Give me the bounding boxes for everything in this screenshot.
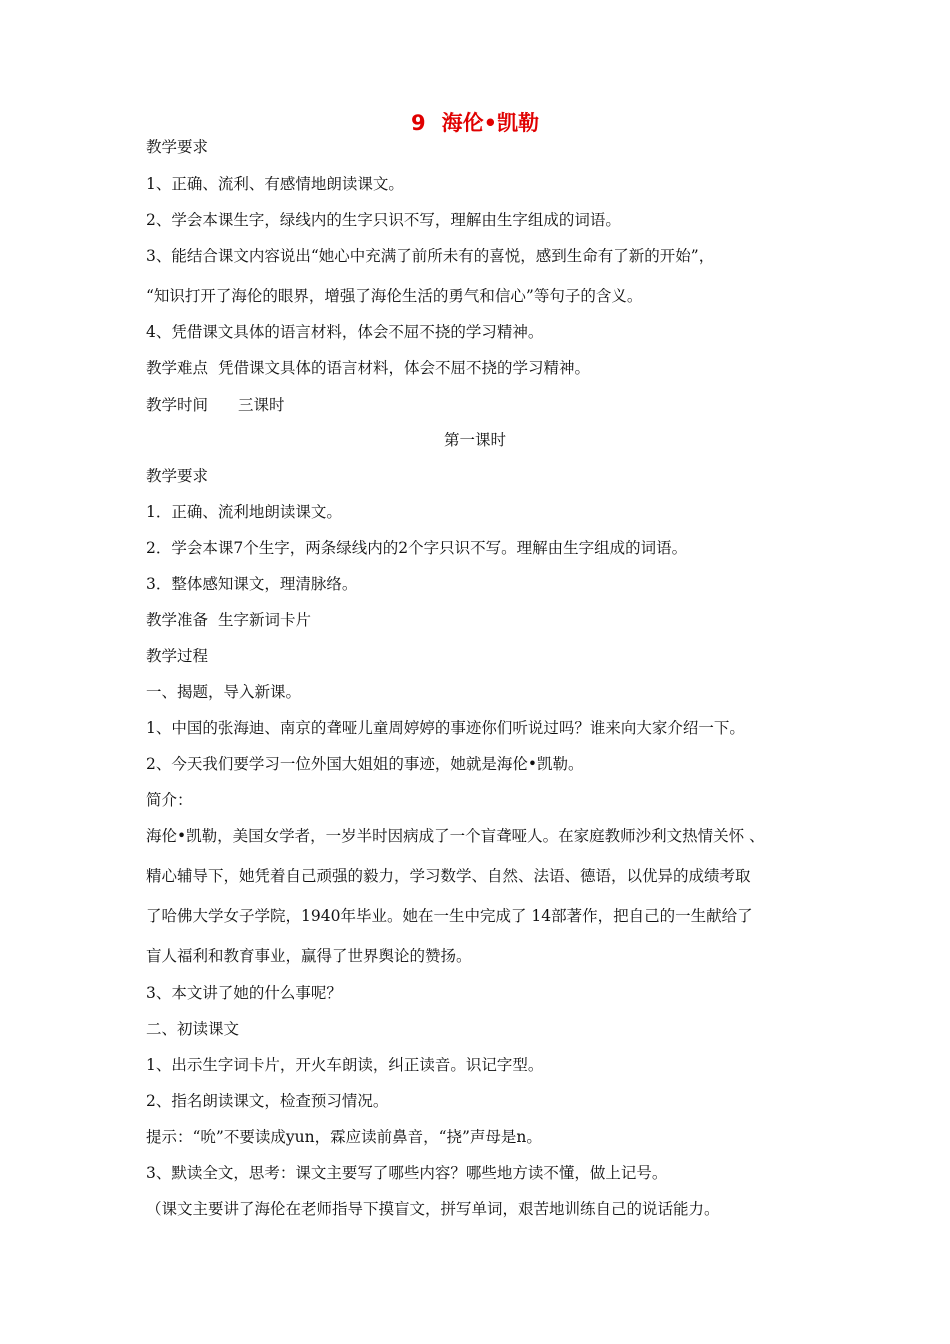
lesson-title-text: 海伦•凯勒 [441,111,540,135]
labeled-paragraph [146,610,311,630]
label-value: 生字新词卡片 [218,611,312,629]
paragraph: 盲人福利和教育事业，赢得了世界舆论的赞扬。 [146,947,472,965]
paragraph: 1．正确、流利地朗读课文。 [146,503,342,521]
label: 教学准备 [146,611,209,629]
paragraph: 1、正确、流利、有感情地朗读课文。 [146,175,404,193]
paragraph: 海伦•凯勒，美国女学者，一岁半时因病成了一个盲聋哑人。在家庭教师沙利文热情关怀 、 [146,827,765,845]
labeled-paragraph [146,358,590,378]
section-heading: 教学要求 [146,467,209,485]
paragraph: 1、出示生字词卡片，开火车朗读，纠正读音。识记字型。 [146,1056,544,1074]
paragraph: 简介： [146,791,193,809]
section-heading: 教学过程 [146,647,209,665]
paragraph: 3、能结合课文内容说出“她心中充满了前所未有的喜悦，感到生命有了新的开始”， [146,247,715,265]
section-heading: 二、初读课文 [146,1020,240,1038]
paragraph: 一、揭题，导入新课。 [146,683,302,701]
paragraph: 3、默读全文，思考：课文主要写了哪些内容？哪些地方读不懂，做上记号。 [146,1164,668,1182]
label: 教学难点 [146,359,209,377]
paragraph: 提示：“吮”不要读成yun，霖应读前鼻音，“挠”声母是n。 [146,1128,542,1146]
lesson-title [0,107,950,137]
paragraph: 3、本文讲了她的什么事呢？ [146,984,342,1002]
paragraph: （课文主要讲了海伦在老师指导下摸盲文，拼写单词，艰苦地训练自己的说话能力。 [146,1200,720,1218]
label: 教学时间 [146,396,209,414]
paragraph: 2、今天我们要学习一位外国大姐姐的事迹，她就是海伦•凯勒。 [146,755,584,773]
paragraph: 2．学会本课7个生字，两条绿线内的2个字只识不写。理解由生字组成的词语。 [146,539,688,557]
label-value: 凭借课文具体的语言材料，体会不屈不挠的学习精神。 [218,359,591,377]
paragraph: 4、凭借课文具体的语言材料，体会不屈不挠的学习精神。 [146,323,544,341]
lesson-number: 9 [410,111,426,135]
paragraph: 1、中国的张海迪、南京的聋哑儿童周婷婷的事迹你们听说过吗？谁来向大家介绍一下。 [146,719,745,737]
section-heading: 教学要求 [146,138,209,156]
paragraph: 精心辅导下，她凭着自己顽强的毅力，学习数学、自然、法语、德语，以优异的成绩考取 [146,867,751,885]
labeled-paragraph [146,395,285,415]
paragraph: 3．整体感知课文，理清脉络。 [146,575,358,593]
paragraph: “知识打开了海伦的眼界，增强了海伦生活的勇气和信心”等句子的含义。 [146,287,643,305]
paragraph: 了哈佛大学女子学院，1940年毕业。她在一生中完成了 14部著作，把自己的一生献给了 [146,907,753,925]
label-value: 三课时 [238,396,285,414]
paragraph: 2、学会本课生字，绿线内的生字只识不写，理解由生字组成的词语。 [146,211,621,229]
paragraph: 2、指名朗读课文，检查预习情况。 [146,1092,389,1110]
subsection-title: 第一课时 [443,431,506,449]
